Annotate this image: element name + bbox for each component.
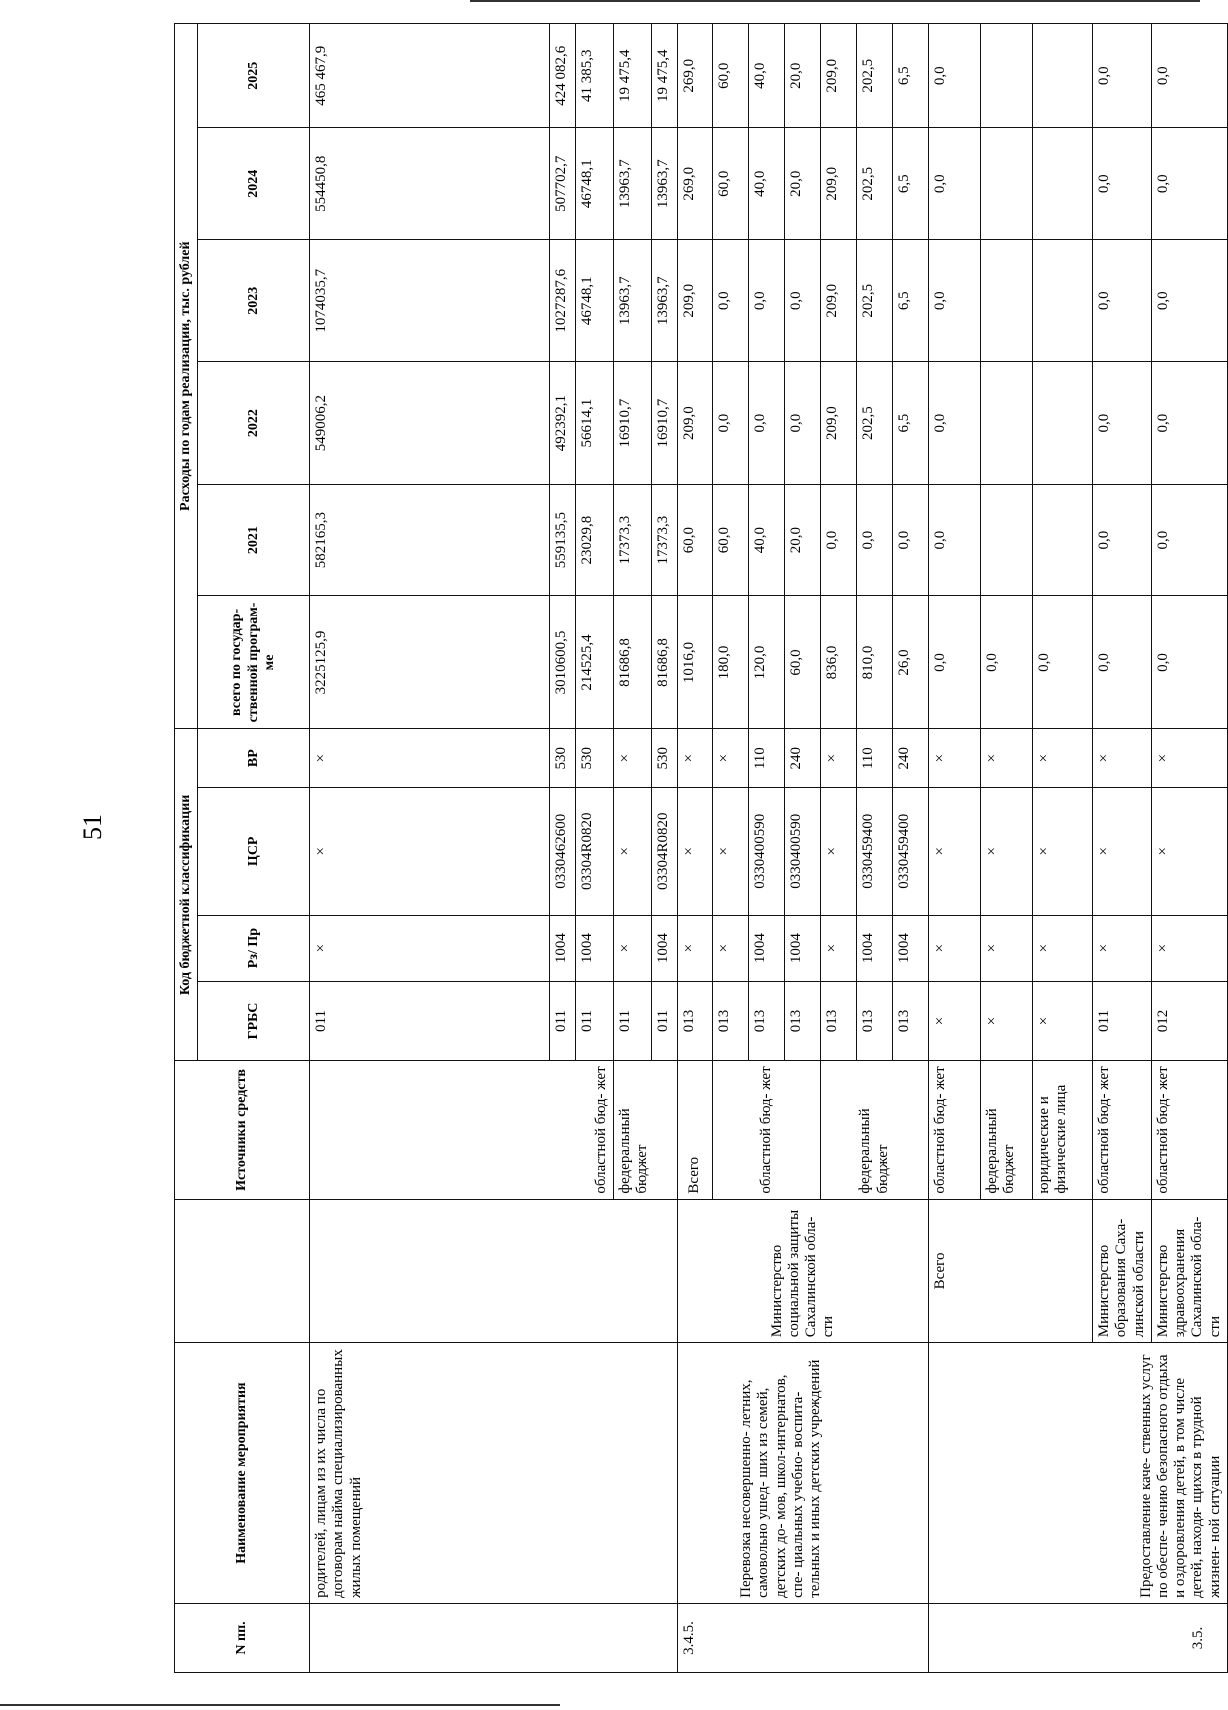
- cell-csr: ×: [678, 787, 713, 915]
- cell-csr: 0330400590: [749, 787, 785, 915]
- cell-2021: 0,0: [1151, 484, 1227, 596]
- cell-grbs: 013: [749, 981, 785, 1061]
- cell-csr: ×: [614, 787, 652, 915]
- cell-2023: 0,0: [1151, 240, 1227, 362]
- cell-total: 810,0: [857, 596, 893, 729]
- cell-grbs: 011: [310, 981, 550, 1061]
- bottom-edge-line: [0, 1704, 560, 1706]
- header-year-2025: 2025: [198, 24, 310, 128]
- cell-total: 214525,4: [576, 596, 614, 729]
- cell-2024: 0,0: [1151, 128, 1227, 240]
- cell-2022: [1033, 362, 1093, 484]
- header-source: Источники средств: [175, 1061, 310, 1199]
- cell-total: 81686,8: [614, 596, 652, 729]
- activity-name: Предоставление каче- ственных услуг по обеспе- чению безопасного отдыха и оздоровления детей, в том числе детей, находя- щихся в трудной жизнен- ной ситуации: [929, 1343, 1228, 1604]
- cell-2022: 0,0: [713, 362, 749, 484]
- cell-total: 0,0: [1093, 596, 1152, 729]
- executor-total: Всего: [929, 1199, 1093, 1343]
- source-regional-budget: областной бюд- жет: [713, 1061, 821, 1199]
- cell-2024: 0,0: [929, 128, 981, 240]
- cell-2023: 0,0: [785, 240, 821, 362]
- cell-csr: 0330462600: [550, 787, 576, 915]
- cell-2024: 202,5: [857, 128, 893, 240]
- cell-2025: 202,5: [857, 24, 893, 128]
- cell-csr: ×: [713, 787, 749, 915]
- header-total: всего по государ- ственной програм- ме: [198, 596, 310, 729]
- header-rzpr: Рз/ Пр: [198, 915, 310, 981]
- header-year-2021: 2021: [198, 484, 310, 596]
- cell-2022: 209,0: [678, 362, 713, 484]
- cell-vr: ×: [1151, 729, 1227, 788]
- cell-rzpr: 1004: [893, 915, 929, 981]
- cell-rzpr: 1004: [576, 915, 614, 981]
- cell-2021: 20,0: [785, 484, 821, 596]
- cell-2021: 60,0: [713, 484, 749, 596]
- header-row-1: [175, 24, 198, 1673]
- cell-csr: 0330459400: [893, 787, 929, 915]
- cell-2023: 13963,7: [652, 240, 678, 362]
- cell-csr: ×: [981, 787, 1033, 915]
- source-regional-budget: [310, 1061, 614, 1199]
- page-number: 51: [78, 814, 107, 840]
- cell-rzpr: 1004: [857, 915, 893, 981]
- header-grbs: ГРБС: [198, 981, 310, 1061]
- cell-2022: 0,0: [785, 362, 821, 484]
- cell-2024: [981, 128, 1033, 240]
- cell-grbs: 011: [652, 981, 678, 1061]
- cell-grbs: 012: [1151, 981, 1227, 1061]
- cell-total: 3010600,5: [550, 596, 576, 729]
- cell-total: 1016,0: [678, 596, 713, 729]
- cell-rzpr: ×: [713, 915, 749, 981]
- cell-grbs: 013: [893, 981, 929, 1061]
- cell-2025: 60,0: [713, 24, 749, 128]
- cell-2022: 16910,7: [614, 362, 652, 484]
- cell-2022: 0,0: [1093, 362, 1152, 484]
- top-edge-line: [470, 0, 1200, 2]
- cell-2025: 424 082,6: [550, 24, 576, 128]
- cell-csr: ×: [929, 787, 981, 915]
- cell-rzpr: ×: [981, 915, 1033, 981]
- source-federal-budget: федеральный бюджет: [821, 1061, 929, 1199]
- cell-2025: 465 467,9: [310, 24, 550, 128]
- cell-csr: 0330459400: [857, 787, 893, 915]
- cell-vr: 530: [652, 729, 678, 788]
- header-year-2023: 2023: [198, 240, 310, 362]
- executor-cell: [678, 1199, 929, 1343]
- cell-2021: 0,0: [821, 484, 857, 596]
- cell-2021: 23029,8: [576, 484, 614, 596]
- executor-name: Министерство образования Саха- линской области: [1093, 1199, 1152, 1343]
- cell-grbs: 011: [550, 981, 576, 1061]
- cell-2024: 554450,8: [310, 128, 550, 240]
- cell-2021: 0,0: [893, 484, 929, 596]
- cell-2021: 0,0: [857, 484, 893, 596]
- cell-grbs: 013: [857, 981, 893, 1061]
- header-expenses-group: Расходы по годам реализации, тыс. рублей: [175, 24, 198, 729]
- cell-rzpr: ×: [929, 915, 981, 981]
- cell-2025: 6,5: [893, 24, 929, 128]
- cell-rzpr: ×: [1151, 915, 1227, 981]
- cell-2023: 13963,7: [614, 240, 652, 362]
- header-n: N пп.: [175, 1603, 310, 1672]
- cell-vr: ×: [929, 729, 981, 788]
- cell-2023: 0,0: [1093, 240, 1152, 362]
- cell-total: 81686,8: [652, 596, 678, 729]
- cell-csr: ×: [1093, 787, 1152, 915]
- cell-2024: 0,0: [1093, 128, 1152, 240]
- cell-2025: 40,0: [749, 24, 785, 128]
- cell-2023: [1033, 240, 1093, 362]
- cell-vr: 110: [857, 729, 893, 788]
- source-total: Всего: [678, 1061, 713, 1199]
- cell-total: 180,0: [713, 596, 749, 729]
- cell-2025: 19 475,4: [614, 24, 652, 128]
- cell-2023: 0,0: [713, 240, 749, 362]
- source-federal-budget: федеральный бюджет: [981, 1061, 1033, 1199]
- cell-2024: 6,5: [893, 128, 929, 240]
- cell-2025: 0,0: [1151, 24, 1227, 128]
- cell-2024: 20,0: [785, 128, 821, 240]
- executor-name: Министерство социальной защиты Сахалинской обла- сти: [768, 1209, 837, 1338]
- cell-rzpr: ×: [1033, 915, 1093, 981]
- cell-csr: ×: [310, 787, 550, 915]
- header-csr: ЦСР: [198, 787, 310, 915]
- cell-grbs: 013: [821, 981, 857, 1061]
- cell-csr: ×: [821, 787, 857, 915]
- cell-2022: 202,5: [857, 362, 893, 484]
- cell-total: 60,0: [785, 596, 821, 729]
- cell-rzpr: 1004: [550, 915, 576, 981]
- header-name: Наименование мероприятия: [175, 1343, 310, 1604]
- cell-2021: 0,0: [1093, 484, 1152, 596]
- cell-2025: 209,0: [821, 24, 857, 128]
- cell-grbs: ×: [981, 981, 1033, 1061]
- cell-2025: 0,0: [929, 24, 981, 128]
- cell-2021: 0,0: [929, 484, 981, 596]
- cell-total: 0,0: [1033, 596, 1093, 729]
- cell-vr: ×: [981, 729, 1033, 788]
- cell-2022: 0,0: [1151, 362, 1227, 484]
- cell-vr: 530: [550, 729, 576, 788]
- source-regional-budget: областной бюд- жет: [929, 1061, 981, 1199]
- header-year-2024: 2024: [198, 128, 310, 240]
- cell-2024: 507702,7: [550, 128, 576, 240]
- cell-2023: 202,5: [857, 240, 893, 362]
- cell-grbs: 013: [785, 981, 821, 1061]
- cell-2021: 17373,3: [614, 484, 652, 596]
- cell-grbs: 013: [678, 981, 713, 1061]
- cell-vr: ×: [678, 729, 713, 788]
- cell-vr: ×: [614, 729, 652, 788]
- cell-2023: 6,5: [893, 240, 929, 362]
- cell-2025: [981, 24, 1033, 128]
- cell-grbs: 011: [576, 981, 614, 1061]
- cell-rzpr: ×: [821, 915, 857, 981]
- cell-total: 0,0: [929, 596, 981, 729]
- cell-2025: 0,0: [1093, 24, 1152, 128]
- item-number: 3.5.: [929, 1603, 1228, 1672]
- cell-2023: 0,0: [929, 240, 981, 362]
- cell-2022: 16910,7: [652, 362, 678, 484]
- cell-2025: 20,0: [785, 24, 821, 128]
- cell-2021: 582165,3: [310, 484, 550, 596]
- cell-2021: 17373,3: [652, 484, 678, 596]
- cell-grbs: 011: [614, 981, 652, 1061]
- cell-2023: 1074035,7: [310, 240, 550, 362]
- cell-grbs: 013: [713, 981, 749, 1061]
- cell-csr: ×: [1151, 787, 1227, 915]
- cell-vr: 240: [785, 729, 821, 788]
- cell-total: 26,0: [893, 596, 929, 729]
- activity-name-continued: родителей, лицам из их числа по договорам найма специализированных жилых помещений: [310, 1343, 678, 1604]
- cell-rzpr: ×: [310, 915, 550, 981]
- cell-vr: ×: [1033, 729, 1093, 788]
- rotated-sheet: [174, 23, 1223, 1673]
- source-label: областной бюд- жет: [592, 1066, 609, 1194]
- source-federal-budget: федеральный бюджет: [614, 1061, 678, 1199]
- cell-vr: 530: [576, 729, 614, 788]
- table-row: [310, 24, 550, 1673]
- cell-2022: 549006,2: [310, 362, 550, 484]
- cell-2024: 13963,7: [652, 128, 678, 240]
- header-executor: [175, 1199, 310, 1343]
- cell-2023: 1027287,6: [550, 240, 576, 362]
- cell-rzpr: ×: [614, 915, 652, 981]
- cell-grbs: ×: [1033, 981, 1093, 1061]
- cell-rzpr: 1004: [652, 915, 678, 981]
- cell-rzpr: ×: [678, 915, 713, 981]
- cell-2024: 209,0: [821, 128, 857, 240]
- source-regional-budget: областной бюд- жет: [1151, 1061, 1227, 1199]
- cell-2023: 209,0: [821, 240, 857, 362]
- cell-rzpr: ×: [1093, 915, 1152, 981]
- cell-2025: 269,0: [678, 24, 713, 128]
- executor-name: Министерство здравоохранения Сахалинской обла- сти: [1151, 1199, 1227, 1343]
- cell-2021: 40,0: [749, 484, 785, 596]
- cell-vr: 110: [749, 729, 785, 788]
- item-number: 3.4.5.: [678, 1603, 929, 1672]
- cell-rzpr: 1004: [785, 915, 821, 981]
- cell-csr: 03304R0820: [576, 787, 614, 915]
- cell-2025: 19 475,4: [652, 24, 678, 128]
- cell-2022: 492392,1: [550, 362, 576, 484]
- executor-cell: [310, 1199, 678, 1343]
- cell-2025: 41 385,3: [576, 24, 614, 128]
- cell-2024: 40,0: [749, 128, 785, 240]
- cell-2021: [981, 484, 1033, 596]
- source-legal-entities: юридические и физические лица: [1033, 1061, 1093, 1199]
- cell-2021: [1033, 484, 1093, 596]
- cell-2022: 56614,1: [576, 362, 614, 484]
- cell-2023: 0,0: [749, 240, 785, 362]
- cell-total: 0,0: [1151, 596, 1227, 729]
- cell-grbs: ×: [929, 981, 981, 1061]
- activity-name: Перевозка несовершенно- летних, самовольно ушед- ших из семей, детских до- мов, школ-интернатов, спе- циальных учебно- воспита- тельных и иных детских учреждений: [678, 1343, 929, 1604]
- header-vr: ВР: [198, 729, 310, 788]
- table-row: [678, 24, 713, 1673]
- budget-table: [174, 23, 1228, 1673]
- cell-vr: 240: [893, 729, 929, 788]
- cell-2024: 46748,1: [576, 128, 614, 240]
- cell-vr: ×: [821, 729, 857, 788]
- cell-2022: 6,5: [893, 362, 929, 484]
- header-code-group: Код бюджетной классификации: [175, 729, 198, 1061]
- cell-2024: 13963,7: [614, 128, 652, 240]
- cell-2024: 60,0: [713, 128, 749, 240]
- cell-total: 836,0: [821, 596, 857, 729]
- cell-2023: 209,0: [678, 240, 713, 362]
- cell-2023: 46748,1: [576, 240, 614, 362]
- header-year-2022: 2022: [198, 362, 310, 484]
- cell-n: [310, 1603, 678, 1672]
- cell-2021: 60,0: [678, 484, 713, 596]
- cell-2021: 559135,5: [550, 484, 576, 596]
- cell-rzpr: 1004: [749, 915, 785, 981]
- cell-2024: 269,0: [678, 128, 713, 240]
- cell-2022: 209,0: [821, 362, 857, 484]
- cell-2023: [981, 240, 1033, 362]
- cell-csr: 0330400590: [785, 787, 821, 915]
- cell-2025: [1033, 24, 1093, 128]
- cell-2022: 0,0: [929, 362, 981, 484]
- cell-grbs: 011: [1093, 981, 1152, 1061]
- cell-csr: ×: [1033, 787, 1093, 915]
- source-regional-budget: областной бюд- жет: [1093, 1061, 1152, 1199]
- table-row: [929, 24, 981, 1673]
- cell-2022: 0,0: [749, 362, 785, 484]
- cell-csr: 03304R0820: [652, 787, 678, 915]
- cell-2024: [1033, 128, 1093, 240]
- cell-total: 0,0: [981, 596, 1033, 729]
- cell-2022: [981, 362, 1033, 484]
- cell-total: 3225125,9: [310, 596, 550, 729]
- cell-vr: ×: [713, 729, 749, 788]
- cell-total: 120,0: [749, 596, 785, 729]
- cell-vr: ×: [1093, 729, 1152, 788]
- cell-vr: ×: [310, 729, 550, 788]
